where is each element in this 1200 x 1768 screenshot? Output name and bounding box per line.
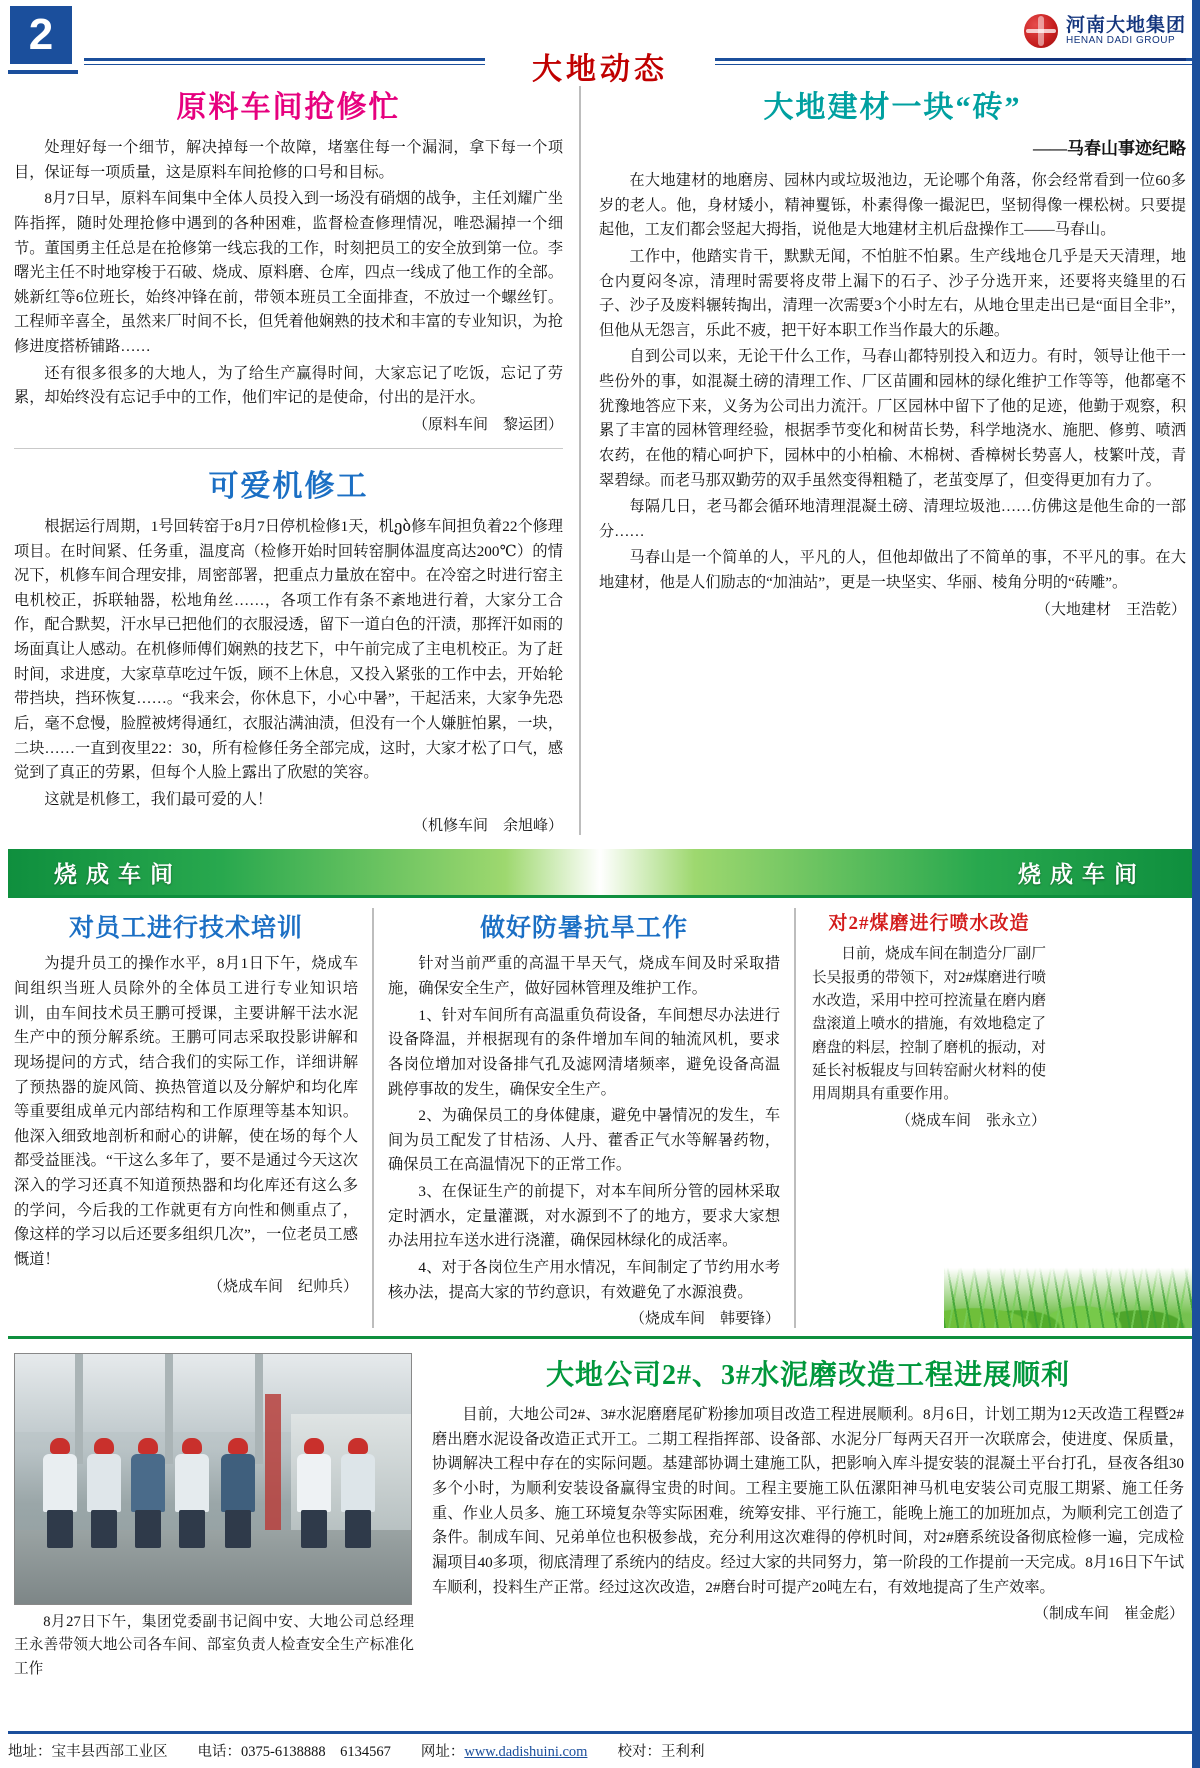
- globe-icon: [1024, 14, 1058, 48]
- article-lovely-mechanics: [14, 461, 563, 836]
- logo-name-cn: 河南大地集团: [1065, 14, 1186, 36]
- page-number: 2: [10, 6, 72, 64]
- article-paragraph: 根据运行周期，1号回转窑于8月7日停机检修1天，机ებ修车间担负着22个修理项目。在时间紧、任务重，温度高（检修开始时回转窑胴体温度高达200℃）的情况下，机修车间合理安排，周密部署，把重点力量放在窑中。在冷窑之时进行窑主电机校正，拆联轴器，松地角丝……，各项工作有条不紊地进行着，大家分工合作，配合默契，汗水早已把他们的衣服浸透，留下一道白色的汗渍，那挥汗如雨的场面真让人感动。在机修师傅们娴熟的技艺下，中午前完成了主电机校正。为了赶时间，求进度，大家草草吃过午饭，顾不上休息，又投入紧张的工作中去，开始轮带挡块，挡环恢复……。“我来会，你休息下，小心中暑”，干起活来，大家争先恐后，毫不怠慢，脸膛被烤得通红，衣服沾满油渍，但没有一个人嫌脏怕累，一块，二块……一直到夜里22：30，所有检修任务全部完成，这时，大家才松了口气，感觉到了真正的劳累，但每个人脸上露出了欣慰的笑容。: [14, 517, 563, 782]
- footer: [8, 1736, 1192, 1764]
- article-paragraph: 工作中，他踏实肯干，默默无闻，不怕脏不怕累。生产线地仓几乎是天天清理，地仓内夏闷冬凉，清理时需要将皮带上漏下的石子、沙子分选开来，还要将夹缝里的石子、沙子及废料辗转掏出，清理一次需要3个小时左右，从地仓里走出已是“面目全非”，但他从无怨言，乐此不疲，把干好本职工作当作最大的乐趣。: [599, 247, 1186, 339]
- article-signature: （大地建材 王浩乾）: [1035, 601, 1186, 618]
- horizontal-rule: [8, 1336, 1192, 1339]
- article-subtitle: ——马春山事迹纪略: [1033, 139, 1186, 158]
- article-paragraph: 自到公司以来，无论干什么工作，马春山都特别投入和迈力。有时，领导让他干一些份外的事，如混凝土磅的清理工作、厂区苗圃和园林的绿化维护工作等等，他都毫不犹豫地答应下来，义务为公司出力流汗。厂区园林中留下了他的足迹，他勤于观察，积累了丰富的园林管理经验，根据季节变化和树苗长势，科学地浇水、施肥、修剪、喷洒农药，在他的精心呵护下，园林中的小柏榆、木棉树、香樟树长势喜人，枝繁叶茂，青翠碧绿。而老马那双勤劳的双手虽然变得粗糙了，老茧变厚了，但变得更加有力了。: [599, 348, 1186, 489]
- footer-website-label: 网址：: [420, 1743, 465, 1760]
- article-paragraph: 1、针对车间所有高温重负荷设备，车间想尽办法进行设备降温，并根据现有的条件增加车间的轴流风机，要求各岗位增加对设备排气孔及滤网清堵频率，避免设备高温跳停事故的发生，确保安全生产。: [388, 1006, 780, 1098]
- article-paragraph: 目前，大地公司2#、3#水泥磨磨尾矿粉掺加项目改造工程进展顺利。8月6日，计划工期为12天改造工程暨2#磨出磨水泥设备改造正式开工。二期工程指挥部、设备部、水泥分厂每两天召开一次联席会，使进度、保质量，协调解决工程中存在的实际问题。基建部协调土建施工队，把影响入库斗提安装的混凝土平台打孔，昼夜各组30多个小时，为顺利安装设备赢得宝贵的时间。工程主要施工队伍漯阳神马机电安装公司克服工期紧、施工任务重、作业人员多、施工环境复杂等实际困难，统筹安排、平行施工，能晚上施工的加班加点，为顺利完工创造了条件。制成车间、兄弟单位也积极参战，充分利用这次难得的停机时间，对2#磨系统设备彻底检修一遍，完成检漏项目40多项，彻底清理了系统内的结皮。经过大家的共同努力，第一阶段的工作提前一天完成。8月16日下午试车顺利，投料生产正常。经过这次改造，2#磨台时可提产20吨左右，有效地提高了生产效率。: [432, 1406, 1184, 1596]
- article-paragraph: 3、在保证生产的前提下，对本车间所分管的园林采取定时洒水，定量灌溉，对水源到不了的地方，要求大家想办法用拉车送水进行浇灌，确保园林绿化的成活率。: [388, 1183, 780, 1250]
- article-raw-material-repair: [14, 82, 563, 434]
- footer-rule: [8, 1731, 1192, 1734]
- article-title: 对2#煤磨进行喷水改造: [828, 913, 1030, 935]
- company-logo: [1024, 6, 1186, 56]
- article-title: 对员工进行技术培训: [68, 915, 303, 943]
- section-banner-firing-workshop: [8, 849, 1192, 895]
- article-paragraph: 日前，烧成车间在制造分厂副厂长吴报勇的带领下，对2#煤磨进行喷水改造，采用中控可控流量在磨内磨盘滚道上喷水的措施，有效地稳定了磨盘的料层，控制了磨机的振动，对延长衬板辊皮与回转窑耐火材料的使用周期具有重要作用。: [812, 946, 1046, 1103]
- article-paragraph: 每隔几日，老马都会循环地清理混凝土磅、清理垃圾池……仿佛这是他生命的一部分……: [599, 498, 1186, 540]
- middle-section: [0, 898, 1200, 1328]
- article-paragraph: 2、为确保员工的身体健康，避免中暑情况的发生，车间为员工配发了甘桔汤、人丹、藿香正气水等解暑药物，确保员工在高温情况下的正常工作。: [388, 1107, 780, 1174]
- footer-website: [421, 1740, 588, 1761]
- column-divider: [14, 448, 563, 449]
- article-title: 做好防暑抗旱工作: [479, 915, 688, 943]
- page-edge-bar: [1192, 0, 1200, 1768]
- article-signature: （烧成车间 张永立）: [895, 1112, 1046, 1129]
- article-signature: （烧成车间 韩要锋）: [629, 1311, 780, 1328]
- article-paragraph: 为提升员工的操作水平，8月1日下午，烧成车间组织当班人员除外的全体员工进行专业知识培训，由车间技术员王鹏可授课，主要讲解干法水泥生产中的预分解系统。王鹏可同志采取投影讲解和现场提问的方式，结合我们的实际工作，详细讲解了预热器的旋风筒、换热管道以及分解炉和均化库等重要组成单元内部结构和工作原理等基本知识。他深入细致地剖析和耐心的讲解，使在场的每个人都受益匪浅。“干这么多年了，要不是通过今天这次深入的学习还真不知道预热器和均化库还有这么多的学问，今后我的工作就更有方向性和侧重点了，像这样的学习以后还要多组织几次”，一位老员工感慨道！: [14, 955, 358, 1268]
- page-number-underline: [8, 70, 78, 74]
- article-paragraph: 在大地建材的地磨房、园林内或垃圾池边，无论哪个角落，你会经常看到一位60多岁的老人。他，身材矮小，精神矍铄，朴素得像一撮泥巴，坚韧得像一棵松树。只要提起他，工友们都会竖起大拇指，说他是大地建材主机后盘操作工——马春山。: [599, 172, 1186, 239]
- article-signature: （烧成车间 纪帅兵）: [207, 1278, 358, 1295]
- middle-column-3: [796, 908, 1046, 1328]
- bottom-article: [414, 1353, 1184, 1681]
- masthead: [0, 0, 1200, 86]
- article-paragraph: 还有很多很多的大地人，为了给生产赢得时间，大家忘记了吃饭，忘记了劳累，却始终没有忘记手中的工作，他们牢记的是使命，付出的是汗水。: [14, 364, 563, 407]
- article-paragraph: 处理好每一个细节，解决掉每一个故障，堵塞住每一个漏洞，拿下每一个项目，保证每一项质量，这是原料车间抢修的口号和目标。: [14, 139, 563, 181]
- masthead-title: 大地动态: [485, 44, 715, 88]
- article-title: 大地建材一块“砖”: [763, 91, 1022, 124]
- article-title: 可爱机修工: [208, 469, 369, 503]
- top-section: [0, 82, 1200, 835]
- logo-text: [1066, 16, 1186, 46]
- article-signature: （原料车间 黎运团）: [412, 416, 563, 433]
- article-paragraph: 这就是机修工，我们最可爱的人！: [44, 790, 273, 808]
- article-paragraph: 针对当前严重的高温干旱天气，烧成车间及时采取措施，确保安全生产，做好园林管理及维护工作。: [388, 955, 780, 997]
- middle-column-1: [14, 908, 372, 1328]
- footer-website-link[interactable]: www.dadishuini.com: [464, 1743, 588, 1760]
- article-paragraph: 马春山是一个简单的人，平凡的人，但他却做出了不简单的事，不平凡的事。在大地建材，他是人们励志的“加油站”，更是一块坚实、华丽、棱角分明的“砖雕”。: [599, 549, 1186, 591]
- top-left-column: [14, 82, 579, 835]
- article-title: 原料车间抢修忙: [176, 91, 401, 124]
- footer-editor: 校对：王利利: [617, 1743, 705, 1760]
- article-paragraph: 4、对于各岗位生产用水情况，车间制定了节约用水考核办法，提高大家的节约意识，有效避免了水源浪费。: [388, 1258, 780, 1301]
- article-signature: （机修车间 余旭峰）: [412, 818, 563, 835]
- footer-phone: 电话：0375-6138888 6134567: [197, 1743, 391, 1760]
- banner-label-left: 烧成车间: [54, 861, 182, 887]
- photo-block: [14, 1353, 414, 1681]
- photo-caption: 8月27日下午，集团党委副书记阎中安、大地公司总经理王永善带领大地公司各车间、部室负责人检查安全生产标准化工作: [14, 1614, 414, 1677]
- article-signature: （制成车间 崔金彪）: [1033, 1606, 1184, 1623]
- article-dadi-building-brick: [599, 82, 1186, 619]
- grass-decoration: [944, 1252, 1194, 1328]
- logo-name-en: HENAN DADI GROUP: [1065, 34, 1176, 46]
- logo-underline: [1000, 58, 1186, 61]
- top-right-column: [581, 82, 1186, 835]
- footer-address: 地址：宝丰县西部工业区: [8, 1743, 168, 1760]
- banner-label-right: 烧成车间: [1018, 861, 1146, 887]
- middle-column-2: [374, 908, 794, 1328]
- article-title: 大地公司2#、3#水泥磨改造工程进展顺利: [545, 1360, 1070, 1392]
- workshop-photo: [14, 1353, 412, 1605]
- article-paragraph: 8月7日早，原料车间集中全体人员投入到一场没有硝烟的战争，主任刘耀广坐阵指挥，随时处理抢修中遇到的各种困难，监督检查修理情况，唯恐漏掉一个细节。董国勇主任总是在抢修第一线忘我的工作，时刻把员工的安全放到第一位。李曙光主任不时地穿梭于石破、烧成、原料磨、仓库，四点一线成了他工作的全部。姚新红等6位班长，始终冲锋在前，带领本班员工全面排查，不放过一个螺丝钉。工程师辛喜全，虽然来厂时间不长，但凭着他娴熟的技术和丰富的专业知识，为抢修进度搭桥铺路……: [14, 190, 563, 355]
- bottom-section: [0, 1347, 1200, 1681]
